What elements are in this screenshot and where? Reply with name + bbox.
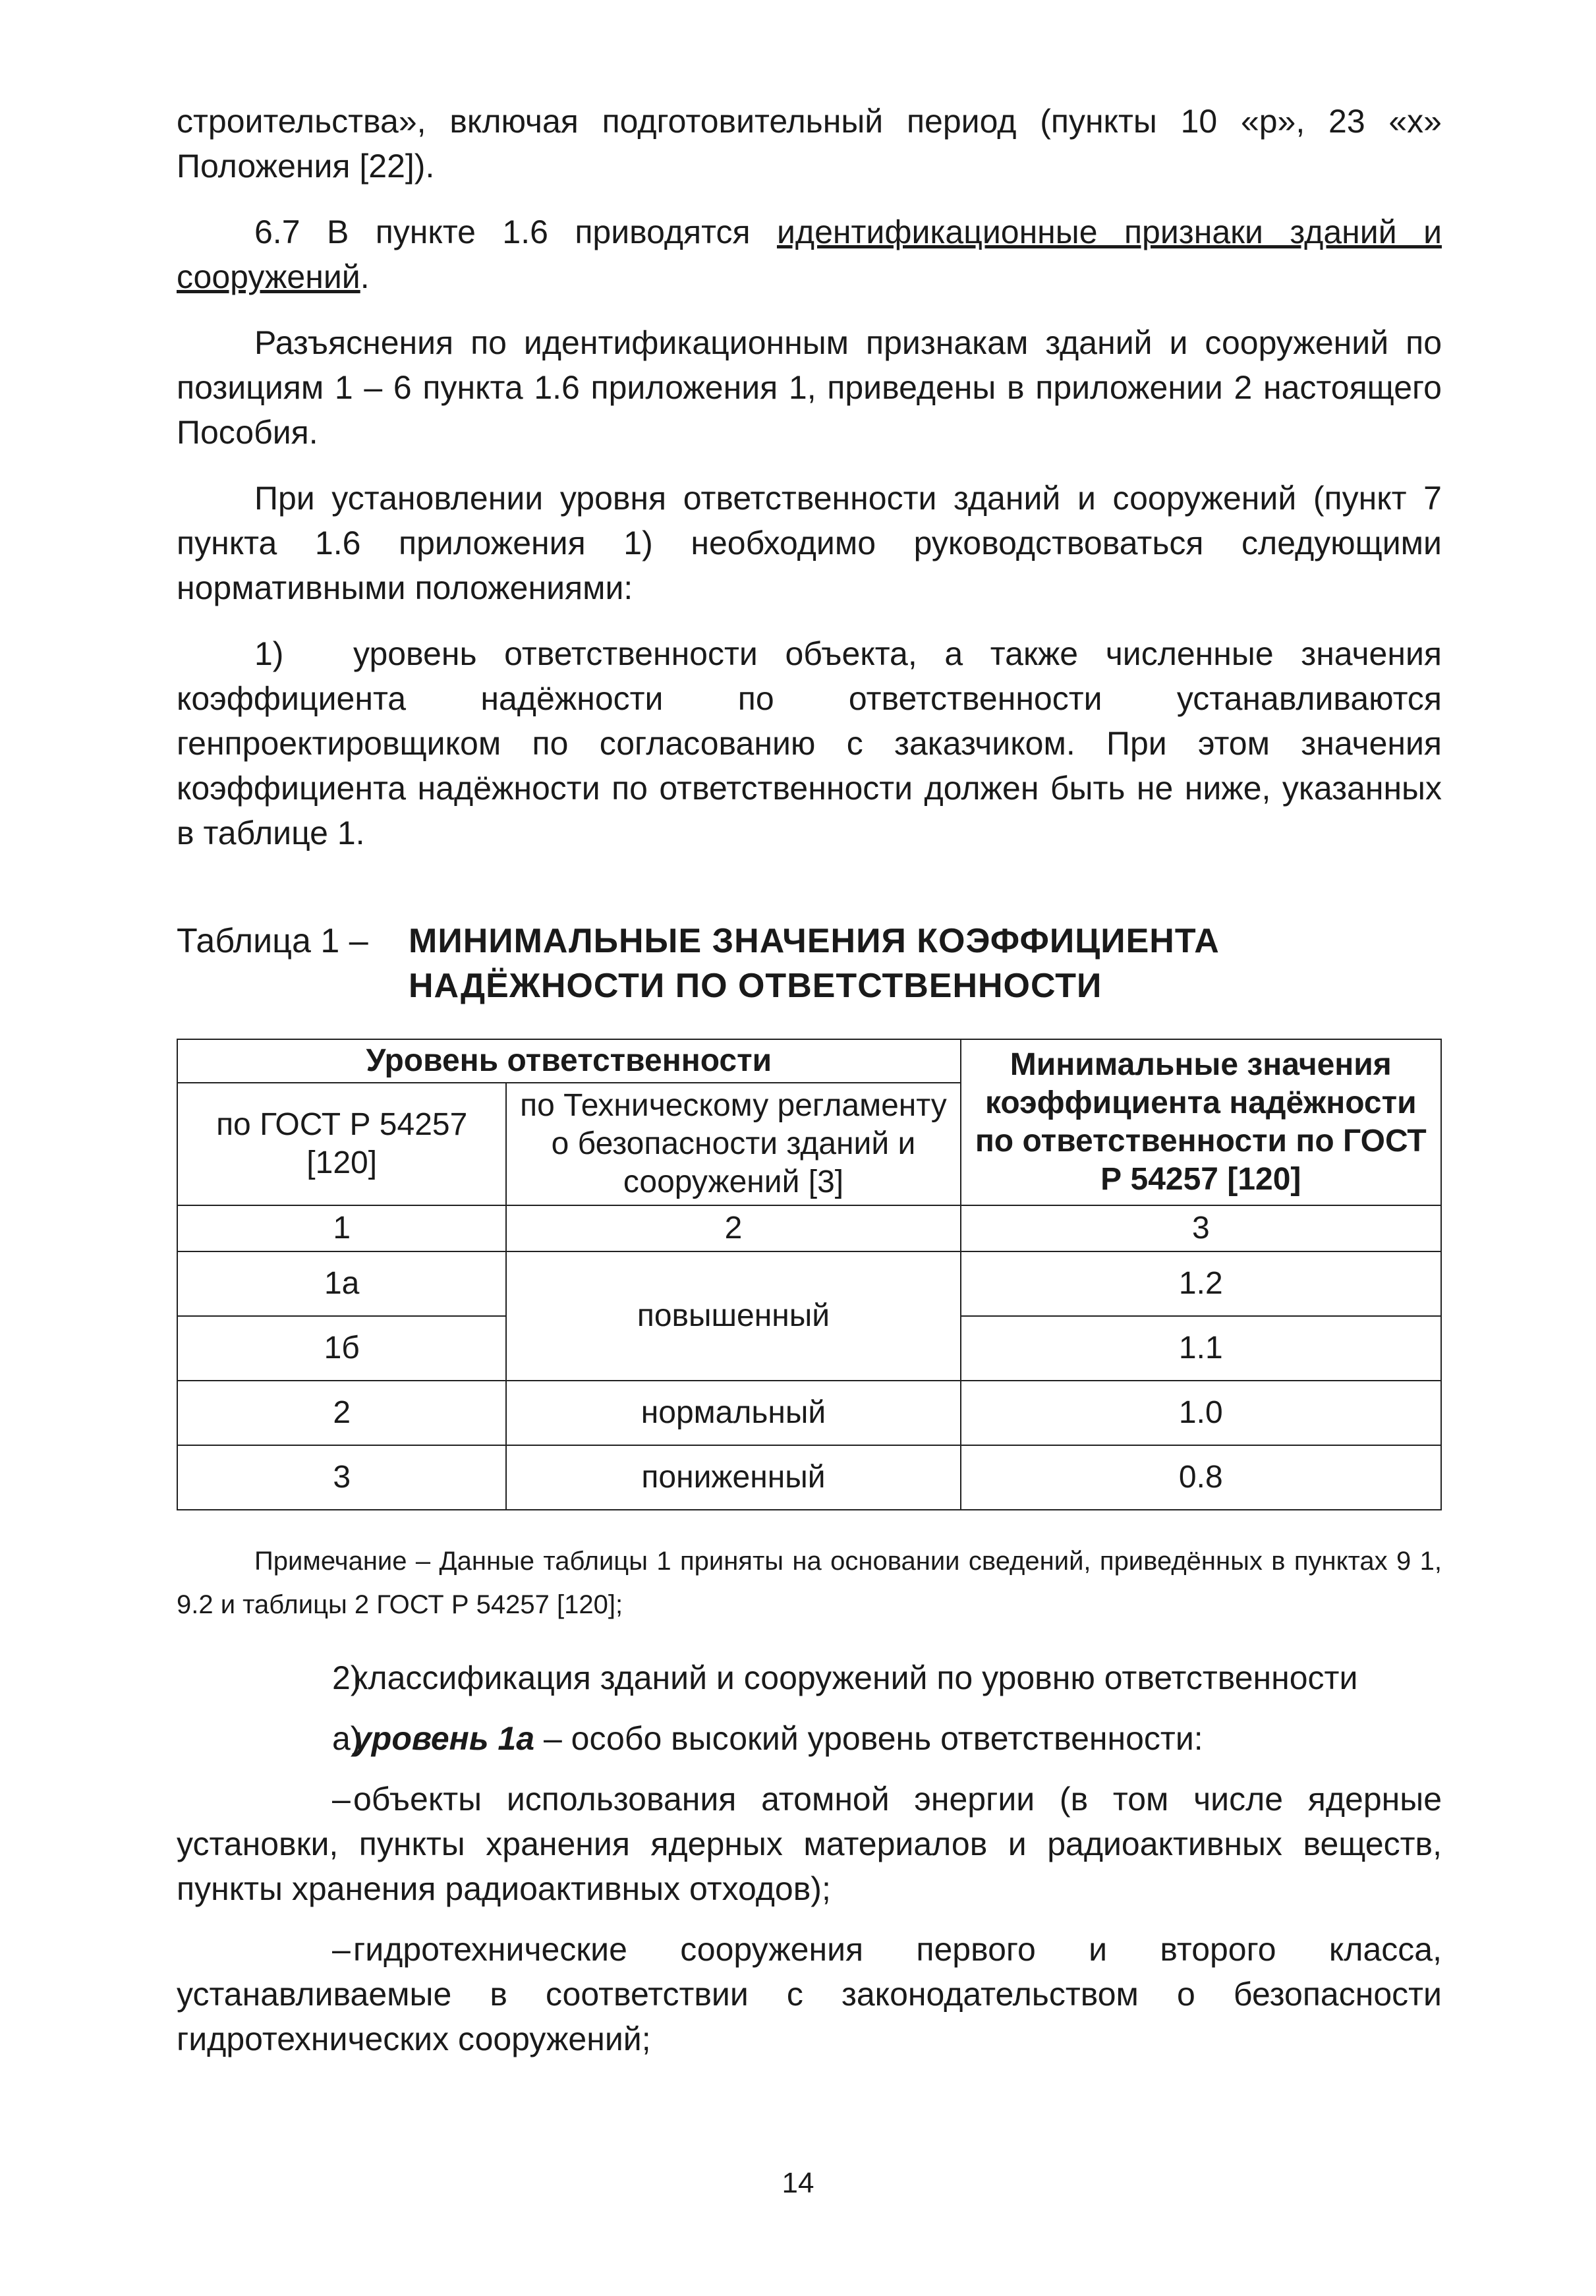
paragraph-6-7-prefix: 6.7 В пункте 1.6 приводятся — [254, 214, 777, 250]
cell-coefficient: 1.1 — [961, 1316, 1441, 1381]
paragraph-continuation: строительства», включая подготовительный период (пункты 10 «р», 23 «х» Положения [22]). — [177, 103, 1442, 185]
header-gost: по ГОСТ Р 54257 [120] — [177, 1083, 506, 1205]
cell-coefficient: 0.8 — [961, 1445, 1441, 1510]
table-header-row-1 — [177, 1039, 1441, 1083]
table-row — [177, 1251, 1441, 1316]
page-number: 14 — [782, 2167, 814, 2199]
list-item-1 — [177, 631, 1442, 855]
document-page — [177, 99, 1442, 2061]
cell-gost-level: 2 — [177, 1381, 506, 1445]
header-responsibility-level: Уровень ответственности — [177, 1039, 961, 1083]
cell-coefficient: 1.0 — [961, 1381, 1441, 1445]
list-item-a — [177, 1716, 1442, 1761]
cell-regulation-level: пониженный — [506, 1445, 960, 1510]
header-min-coefficient: Минимальные значения коэффициента надёжности по ответственности по ГОСТ Р 54257 [120] — [961, 1039, 1441, 1205]
paragraph-responsibility: При установлении уровня ответственности зданий и сооружений (пункт 7 пункта 1.6 приложения 1) необходимо руководствоваться следующими нормативными положениями: — [177, 480, 1442, 606]
cell-coefficient: 1.2 — [961, 1251, 1441, 1316]
paragraph-6-7 — [177, 210, 1442, 299]
dash-item-2 — [177, 1927, 1442, 2061]
underlined-phrase: идентификационные признаки зданий и сооружений — [177, 214, 1442, 295]
dash-item-2-text: гидротехнические сооружения первого и второго класса, устанавливаемые в соответствии с законодательством о безопасности гидротехнических сооружений; — [177, 1931, 1442, 2057]
dash-item-1 — [177, 1777, 1442, 1911]
header-tech-regulation: по Техническому регламенту о безопасности зданий и сооружений [3] — [506, 1083, 960, 1205]
list-item-2 — [177, 1655, 1442, 1700]
list-item-1-text: уровень ответственности объекта, а также численные значения коэффициента надёжности по ответственности устанавливаются генпроектировщиком по согласованию с заказчиком. При этом значения коэффициента надёжности по ответственности должен быть не ниже, указанных в таблице 1. — [177, 635, 1442, 851]
column-number: 1 — [177, 1205, 506, 1251]
list-item-a-bold: уровень 1а — [353, 1720, 535, 1757]
table-caption-label: Таблица 1 – — [177, 922, 368, 960]
table-note: Примечание – Данные таблицы 1 приняты на основании сведений, приведённых в пунктах 9 1, 9.2 и таблицы 2 ГОСТ Р 54257 [120]; — [177, 1547, 1442, 1619]
cell-gost-level: 1а — [177, 1251, 506, 1316]
list-item-a-text: – особо высокий уровень ответственности: — [534, 1720, 1203, 1757]
table-caption-title: МИНИМАЛЬНЫЕ ЗНАЧЕНИЯ КОЭФФИЦИЕНТА НАДЁЖНОСТИ ПО ОТВЕТСТВЕННОСТИ — [409, 922, 1220, 1005]
list-item-a-letter: а) — [332, 1720, 362, 1757]
list-item-2-text: классификация зданий и сооружений по уровню ответственности — [353, 1659, 1358, 1696]
cell-regulation-level: нормальный — [506, 1381, 960, 1445]
table-column-numbers — [177, 1205, 1441, 1251]
dash-item-1-text: объекты использования атомной энергии (в том числе ядерные установки, пункты хранения ядерных материалов и радиоактивных веществ, пункты хранения радиоактивных отходов); — [177, 1781, 1442, 1907]
column-number: 3 — [961, 1205, 1441, 1251]
paragraph-explanations: Разъяснения по идентификационным признакам зданий и сооружений по позициям 1 – 6 пункта 1.6 приложения 1, приведены в приложении 2 настоящего Пособия. — [177, 324, 1442, 451]
dash-item-1-mark: – — [332, 1781, 351, 1818]
list-item-1-number: 1) — [254, 635, 284, 672]
table-row — [177, 1445, 1441, 1510]
cell-regulation-level: повышенный — [506, 1251, 960, 1381]
coefficient-table — [177, 1039, 1442, 1510]
cell-gost-level: 3 — [177, 1445, 506, 1510]
column-number: 2 — [506, 1205, 960, 1251]
paragraph-6-7-suffix: . — [360, 258, 370, 295]
cell-gost-level: 1б — [177, 1316, 506, 1381]
dash-item-2-mark: – — [332, 1931, 351, 1968]
table-row — [177, 1381, 1441, 1445]
list-item-2-number: 2) — [332, 1659, 362, 1696]
table-caption — [177, 919, 1442, 1008]
